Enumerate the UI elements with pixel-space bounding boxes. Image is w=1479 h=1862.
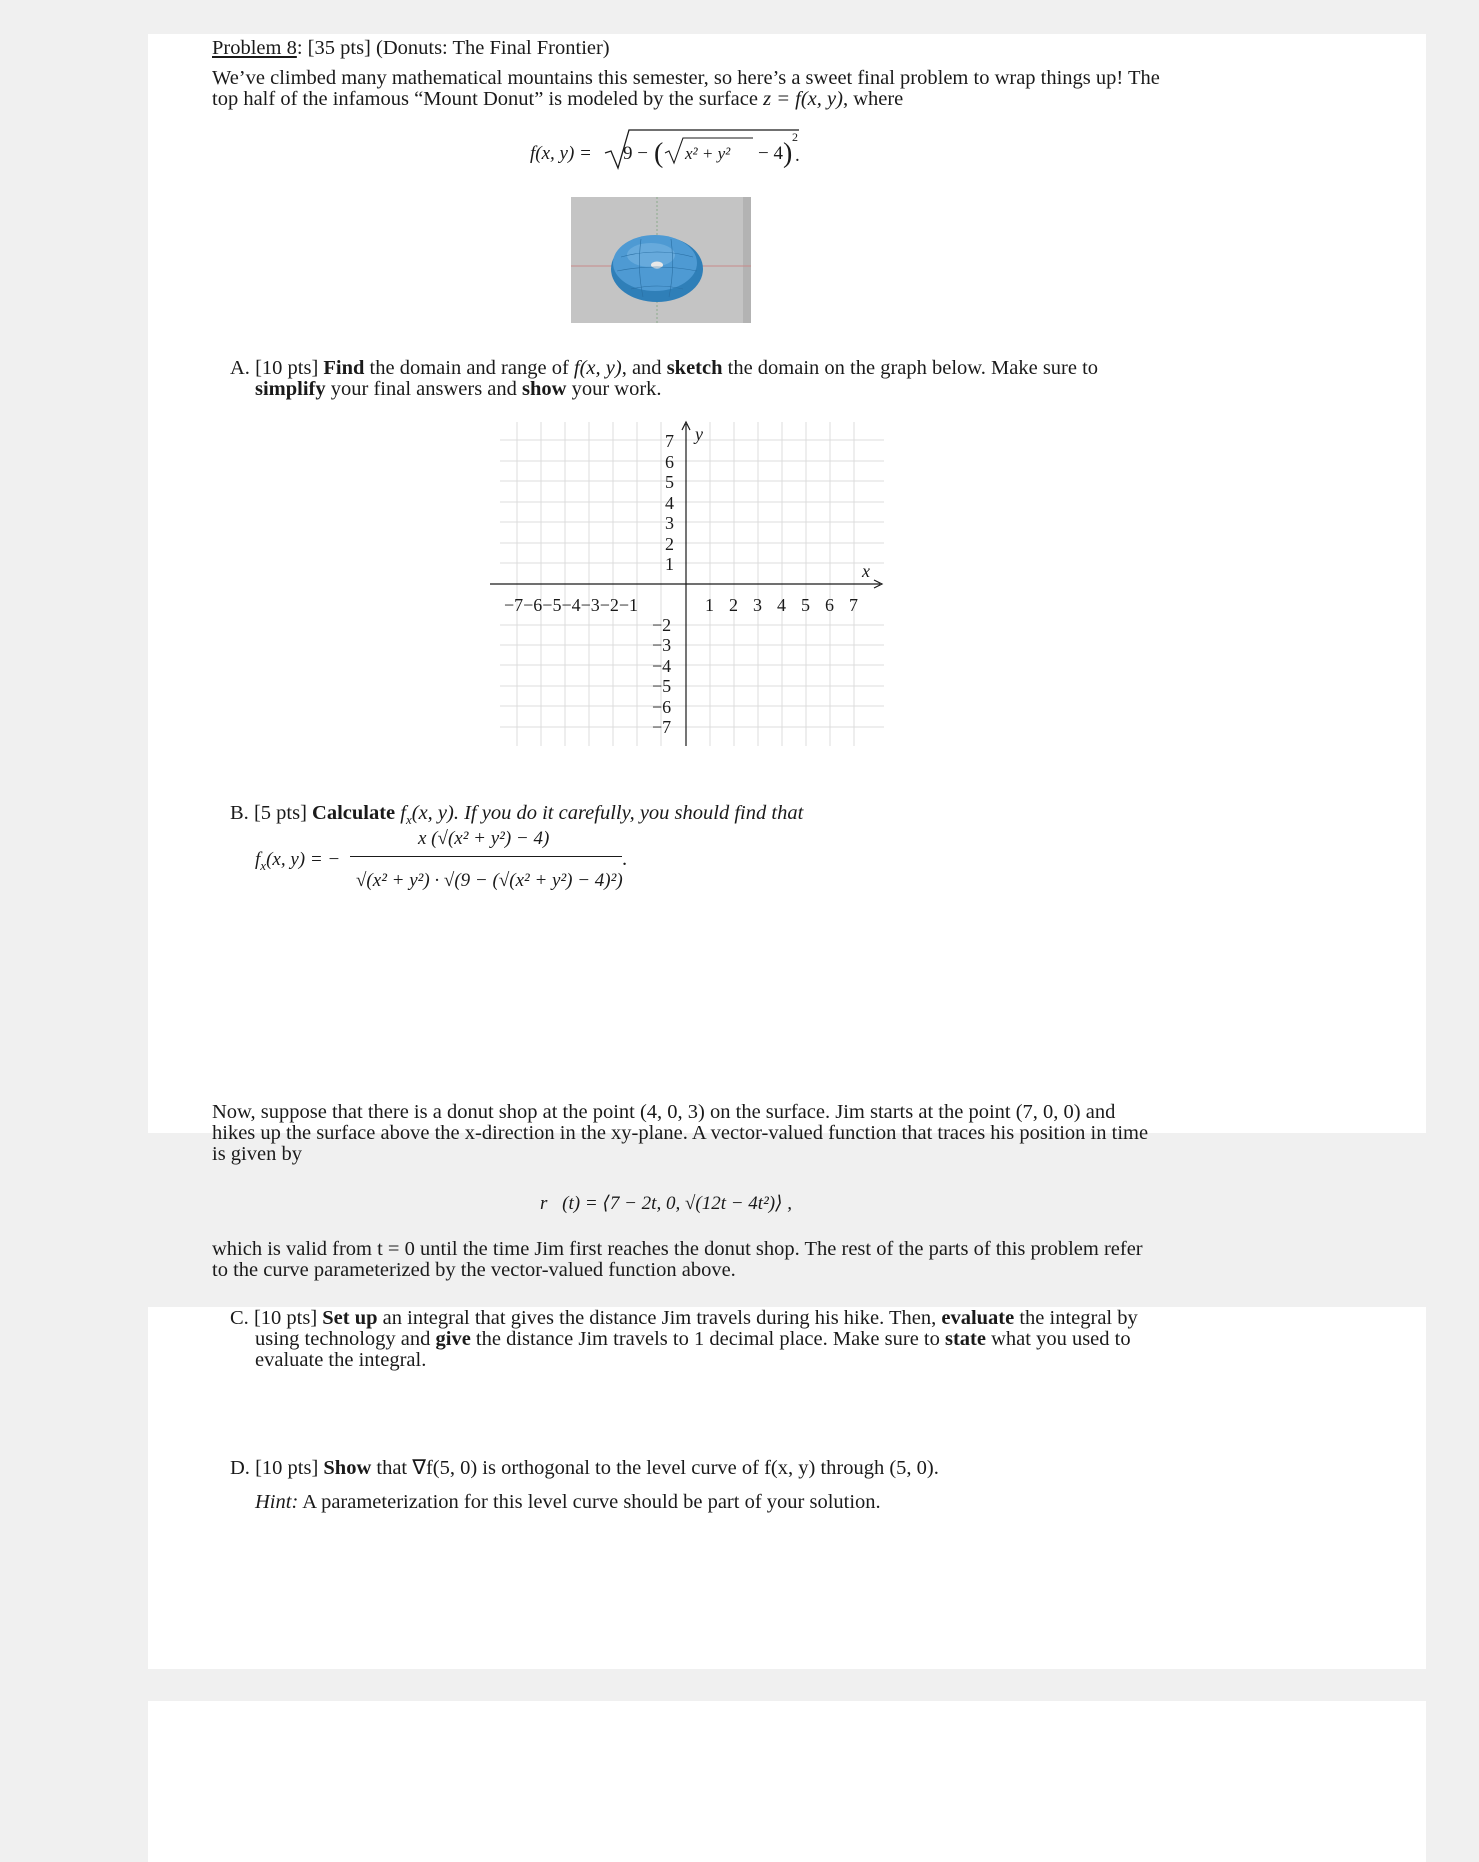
domain-graph[interactable]	[490, 420, 890, 750]
donut-image	[571, 197, 751, 323]
y-ticks-positive	[665, 431, 674, 574]
y-tick: 7	[665, 431, 674, 451]
problem-header: Problem 8: [35 pts] (Donuts: The Final Frontier)	[212, 37, 610, 59]
y-tick: −7	[652, 717, 672, 737]
intro-line-1: We’ve climbed many mathematical mountains this semester, so here’s a sweet final problem to wrap things up! The	[212, 67, 1160, 89]
x-tick: 2	[729, 595, 738, 615]
y-axis-label: y	[695, 424, 703, 444]
problem-label: Problem 8	[212, 37, 297, 59]
f-formula-lhs: f(x, y) =	[530, 143, 592, 164]
x-ticks-positive	[705, 595, 858, 615]
fx-lhs: $f_x(x$, y) = −	[255, 849, 341, 873]
svg-text:− 4: − 4	[758, 143, 783, 164]
x-ticks-negative: −7−6−5−4−3−2−1	[504, 595, 639, 615]
y-tick: 2	[665, 534, 674, 554]
svg-text:2: 2	[792, 130, 798, 144]
svg-text:.: .	[795, 145, 800, 166]
fx-denominator: √(x² + y²) · √(9 − (√(x² + y²) − 4)²)	[356, 870, 623, 891]
y-tick: 6	[665, 452, 674, 472]
y-tick: −4	[652, 656, 672, 676]
page-3	[148, 1701, 1426, 1862]
svg-text:): )	[783, 138, 793, 169]
part-d-line-1: D. [10 pts] Show that ∇f(5, 0) is orthogonal to the level curve of f(x, y) through (5, 0).	[230, 1457, 939, 1479]
r-equation: r⃗(t) = ⟨7 − 2t, 0, √(12t − 4t²)⟩ ,	[540, 1193, 793, 1214]
svg-text:9 −: 9 −	[623, 143, 648, 164]
x-tick: 5	[801, 595, 810, 615]
y-tick: −5	[652, 676, 672, 696]
x-tick: 3	[753, 595, 762, 615]
part-a-line-2: simplify your final answers and show your work.	[255, 378, 662, 400]
y-tick: 1	[665, 554, 674, 574]
svg-text:x² + y²: x² + y²	[685, 144, 731, 163]
problem-points: [35 pts]	[307, 37, 371, 59]
part-a-line-1: A. [10 pts] Find the domain and range of f(x, y), and sketch the domain on the graph below. Make sure to	[230, 357, 1099, 379]
x-tick: 4	[777, 595, 786, 615]
part-d-hint: Hint: A parameterization for this level curve should be part of your solution.	[255, 1491, 881, 1513]
middle-line-4: which is valid from t = 0 until the time Jim first reaches the donut shop. The rest of the parts of this problem refer	[212, 1238, 1143, 1260]
f-formula-rhs	[603, 124, 803, 174]
x-tick: 1	[705, 595, 714, 615]
y-tick: 4	[665, 493, 674, 513]
y-tick: 5	[665, 472, 674, 492]
y-tick: −3	[652, 635, 672, 655]
fx-fraction-bar	[350, 856, 622, 857]
middle-line-3: is given by	[212, 1143, 302, 1165]
intro-line-2: top half of the infamous “Mount Donut” is modeled by the surface z = f(x, y), where	[212, 88, 904, 110]
middle-line-2: hikes up the surface above the x-direction in the xy-plane. A vector-valued function that traces his position in time	[212, 1122, 1149, 1144]
y-ticks-negative	[652, 615, 671, 737]
middle-line-1: Now, suppose that there is a donut shop at the point (4, 0, 3) on the surface. Jim starts at the point (7, 0, 0) and	[212, 1101, 1116, 1123]
intro-equation: z = f(x, y)	[763, 88, 843, 110]
part-b-line-1: B. [5 pts] Calculate $f_x(x$, y). If you do it carefully, you should find that	[230, 802, 804, 828]
part-c-line-2: using technology and give the distance Jim travels to 1 decimal place. Make sure to state what you used to	[255, 1328, 1131, 1350]
part-c-line-1: C. [10 pts] Set up an integral that gives the distance Jim travels during his hike. Then, evaluate the integral by	[230, 1307, 1138, 1329]
x-axis-label: x	[862, 561, 870, 581]
y-tick: −2	[652, 615, 672, 635]
x-tick: 6	[825, 595, 834, 615]
fx-period: .	[622, 848, 628, 870]
middle-line-5: to the curve parameterized by the vector-valued function above.	[212, 1259, 736, 1281]
fx-numerator: x (√(x² + y²) − 4)	[418, 828, 550, 849]
svg-text:(: (	[654, 138, 664, 169]
y-tick: −6	[652, 697, 672, 717]
x-tick: 7	[849, 595, 858, 615]
problem-title: (Donuts: The Final Frontier)	[376, 37, 610, 59]
part-c-line-3: evaluate the integral.	[255, 1349, 427, 1371]
y-tick: 3	[665, 513, 674, 533]
